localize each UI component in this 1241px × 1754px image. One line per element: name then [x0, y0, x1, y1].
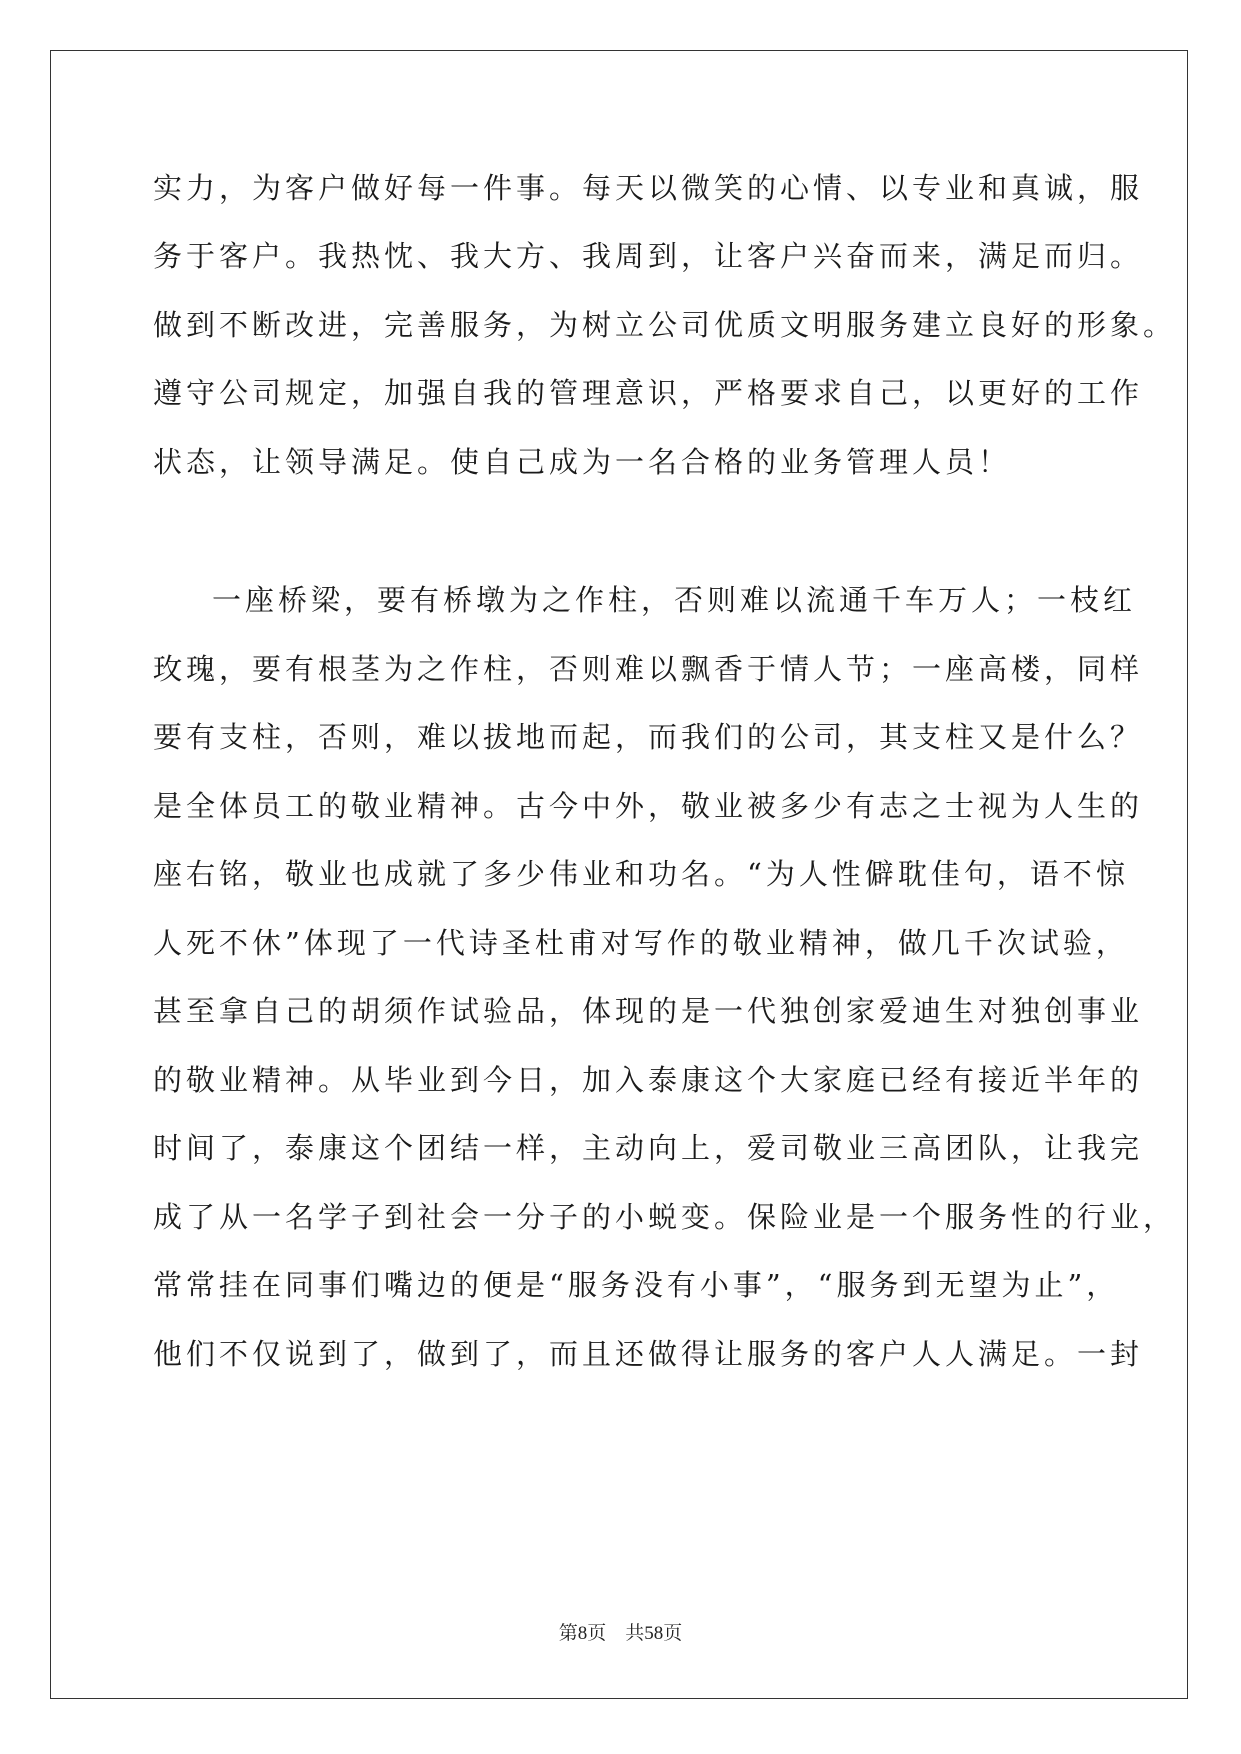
page-number-footer: 第8页 共58页 [558, 1623, 683, 1644]
text-line: 是全体员工的敬业精神。古今中外，敬业被多少有志之士视为人生的 [153, 789, 1144, 823]
text-line: 状态，让领导满足。使自己成为一名合格的业务管理人员！ [153, 445, 1012, 479]
text-line: 时间了，泰康这个团结一样，主动向上，爱司敬业三高团队，让我完 [153, 1131, 1144, 1165]
text-line: 实力，为客户做好每一件事。每天以微笑的心情、以专业和真诚，服 [153, 171, 1144, 205]
text-line: 务于客户。我热忱、我大方、我周到，让客户兴奋而来，满足而归。 [153, 239, 1144, 273]
text-line: 常常挂在同事们嘴边的便是“服务没有小事”，“服务到无望为止”， [153, 1268, 1120, 1302]
text-line: 做到不断改进，完善服务，为树立公司优质文明服务建立良好的形象。 [153, 308, 1177, 342]
text-line: 甚至拿自己的胡须作试验品，体现的是一代独创家爱迪生对独创事业 [153, 994, 1144, 1028]
text-line: 一座桥梁，要有桥墩为之作柱，否则难以流通千车万人；一枝红 [212, 583, 1137, 617]
text-line: 的敬业精神。从毕业到今日，加入泰康这个大家庭已经有接近半年的 [153, 1063, 1144, 1097]
text-line: 玫瑰，要有根茎为之作柱，否则难以飘香于情人节；一座高楼，同样 [153, 652, 1144, 686]
text-line: 他们不仅说到了，做到了，而且还做得让服务的客户人人满足。一封 [153, 1337, 1144, 1371]
text-line: 人死不休”体现了一代诗圣杜甫对写作的敬业精神，做几千次试验， [153, 926, 1129, 960]
text-line: 座右铭，敬业也成就了多少伟业和功名。“为人性僻耽佳句，语不惊 [153, 857, 1129, 891]
text-line: 遵守公司规定，加强自我的管理意识，严格要求自己，以更好的工作 [153, 376, 1144, 410]
text-line: 成了从一名学子到社会一分子的小蜕变。保险业是一个服务性的行业， [153, 1200, 1177, 1234]
text-line: 要有支柱，否则，难以拔地而起，而我们的公司，其支柱又是什么？ [153, 720, 1144, 754]
